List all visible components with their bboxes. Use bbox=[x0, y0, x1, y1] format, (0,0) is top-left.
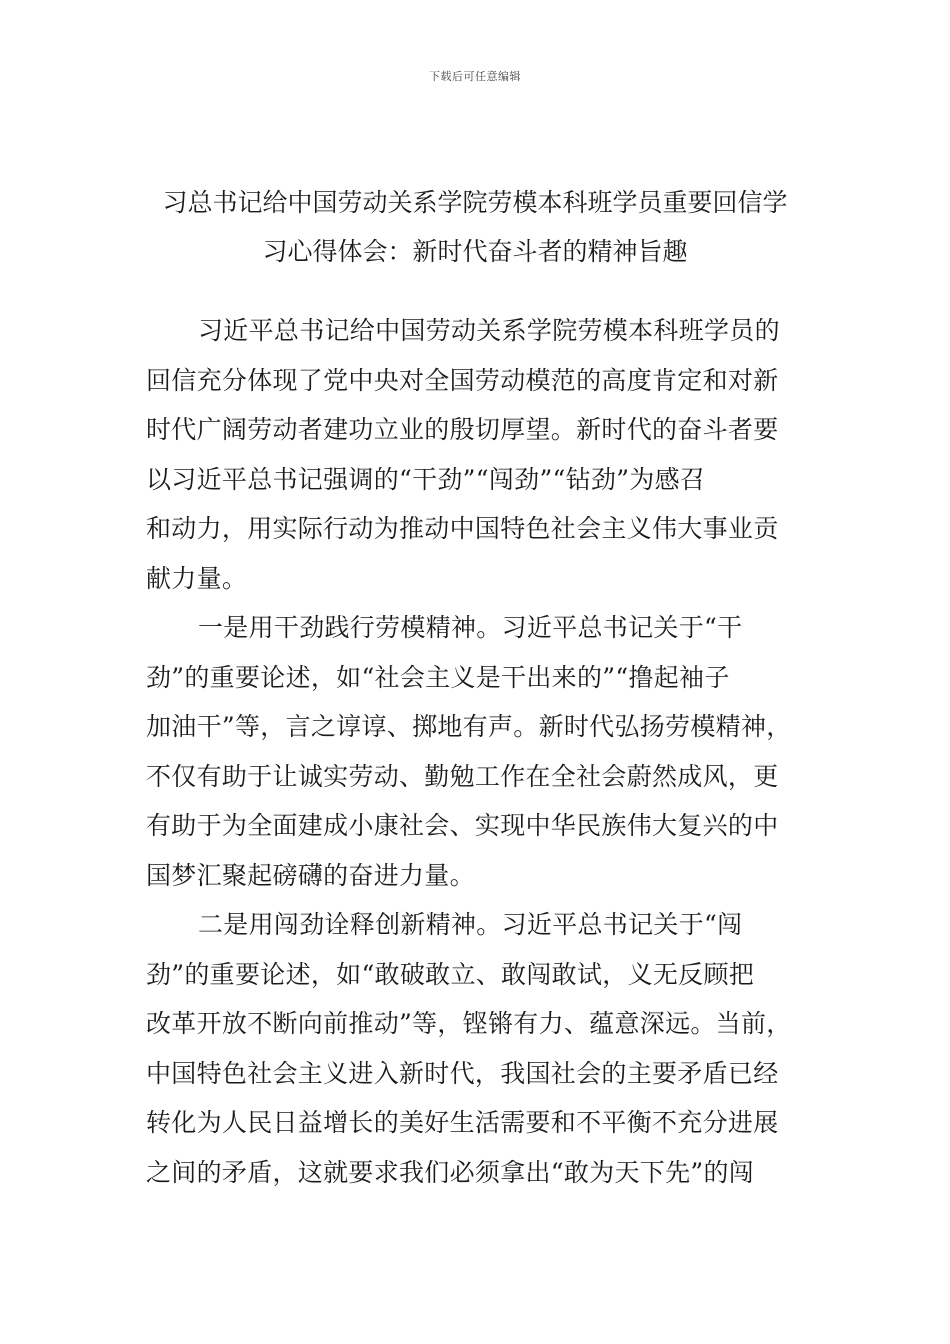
paragraph-line: 劲”的重要论述，如“社会主义是干出来的”“撸起袖子 bbox=[146, 662, 730, 692]
paragraph-line: 以习近平总书记强调的“干劲”“闯劲”“钻劲”为感召 bbox=[146, 464, 706, 494]
paragraph-line: 改革开放不断向前推动”等，铿锵有力、蕴意深远。当前， bbox=[146, 1009, 792, 1038]
paragraph-second-point bbox=[146, 900, 806, 1197]
paragraph-line: 不仅有助于让诚实劳动、勤勉工作在全社会蔚然成风，更 bbox=[146, 761, 779, 791]
paragraph-line: 时代广阔劳动者建功立业的殷切厚望。新时代的奋斗者要 bbox=[146, 415, 779, 444]
paragraph-line: 加油干”等，言之谆谆、掷地有声。新时代弘扬劳模精神， bbox=[146, 712, 792, 741]
title-line: 习总书记给中国劳动关系学院劳模本科班学员重要回信学 bbox=[162, 188, 788, 217]
paragraph-line: 有助于为全面建成小康社会、实现中华民族伟大复兴的中 bbox=[146, 811, 779, 840]
paragraph-line: 和动力，用实际行动为推动中国特色社会主义伟大事业贡 bbox=[146, 514, 779, 543]
paragraph-line: 转化为人民日益增长的美好生活需要和不平衡不充分进展 bbox=[146, 1108, 779, 1137]
paragraph-intro bbox=[146, 306, 806, 603]
header-note: 下载后可任意编辑 bbox=[429, 70, 521, 83]
paragraph-line: 之间的矛盾，这就要求我们必须拿出“敢为天下先”的闯 bbox=[146, 1157, 755, 1187]
paragraph-line: 劲”的重要论述，如“敢破敢立、敢闯敢试，义无反顾把 bbox=[146, 959, 755, 989]
paragraph-line: 中国特色社会主义进入新时代，我国社会的主要矛盾已经 bbox=[146, 1058, 779, 1088]
paragraph-line: 习近平总书记给中国劳动关系学院劳模本科班学员的 bbox=[198, 316, 780, 345]
document-title bbox=[120, 178, 830, 276]
paragraph-line: 献力量。 bbox=[146, 563, 248, 593]
paragraph-line: 一是用干劲践行劳模精神。习近平总书记关于“干 bbox=[198, 613, 743, 642]
paragraph-line: 国梦汇聚起磅礴的奋进力量。 bbox=[146, 860, 475, 890]
title-line: 习心得体会：新时代奋斗者的精神旨趣 bbox=[262, 237, 688, 266]
paragraph-line: 回信充分体现了党中央对全国劳动模范的高度肯定和对新 bbox=[146, 365, 779, 395]
paragraph-line: 二是用闯劲诠释创新精神。习近平总书记关于“闯 bbox=[198, 910, 743, 939]
document-body bbox=[146, 306, 806, 1197]
paragraph-first-point bbox=[146, 603, 806, 900]
